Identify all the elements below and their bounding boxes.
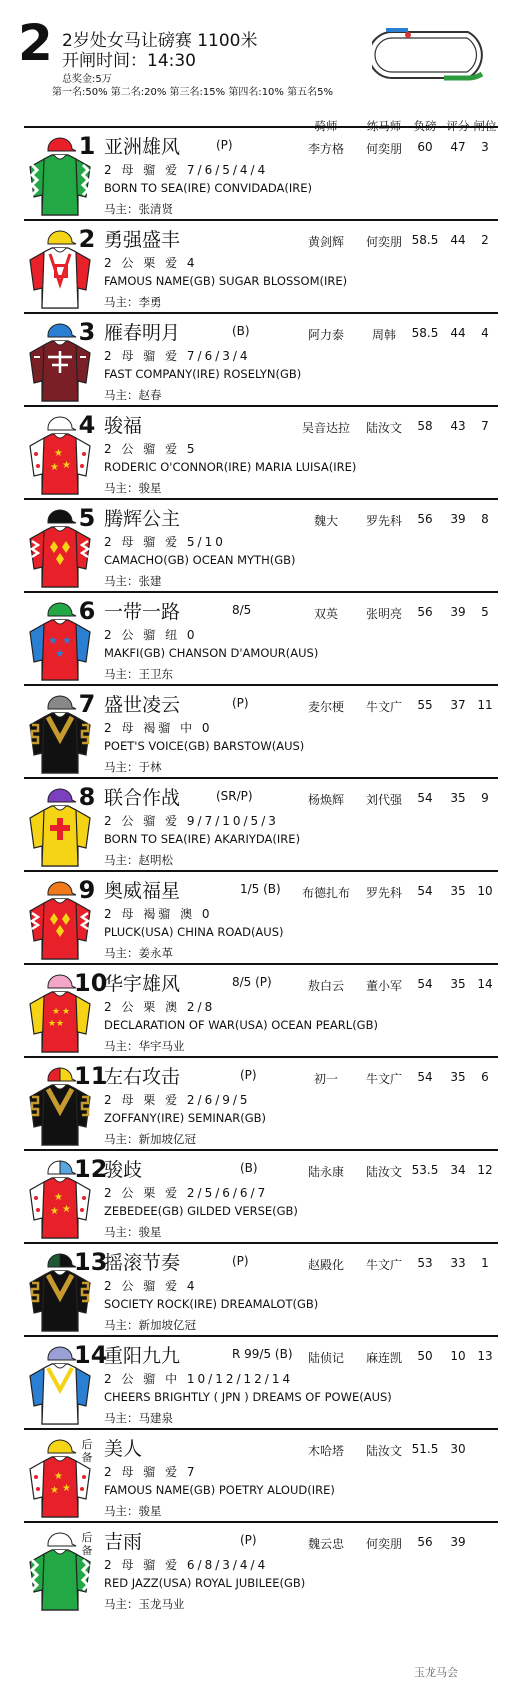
- draw-value: 13: [477, 1349, 493, 1363]
- horse-owner: 马主：张建: [104, 574, 162, 588]
- horse-pedigree: BORN TO SEA(IRE) CONVIDADA(IRE): [104, 181, 313, 195]
- trainer-name: 刘代强: [365, 793, 402, 807]
- horse-name: 左右攻击: [104, 1066, 181, 1088]
- entry-row: [24, 1428, 498, 1523]
- horse-name: 腾辉公主: [104, 508, 181, 530]
- horse-owner: 马主：骏星: [104, 481, 162, 495]
- horse-owner: 马主：于林: [104, 760, 162, 774]
- horse-pedigree: PLUCK(USA) CHINA ROAD(AUS): [104, 925, 284, 939]
- race-start-time: 开闸时间：14:30: [62, 51, 196, 71]
- svg-text:★: ★: [48, 634, 58, 647]
- draw-value: 14: [477, 977, 493, 991]
- horse-info: 2 母 栗 爱 2/6/9/5: [104, 1093, 251, 1107]
- trainer-name: 陆汝文: [365, 1444, 402, 1458]
- weight-value: 56: [417, 512, 433, 526]
- horse-gear-tag: (B): [240, 1161, 258, 1175]
- draw-value: 10: [477, 884, 493, 898]
- svg-text:★: ★: [54, 1471, 63, 1482]
- race-prize-split: 第一名:50% 第二名:20% 第三名:15% 第四名:10% 第五名5%: [52, 87, 333, 98]
- weight-value: 55: [417, 698, 433, 712]
- watermark: 玉龙马会: [414, 1666, 458, 1679]
- jockey-name: 陆永康: [307, 1165, 344, 1179]
- svg-text:★: ★: [54, 448, 63, 459]
- header-draw: 闸位: [473, 119, 497, 133]
- entry-row: [24, 777, 498, 872]
- rating-value: 43: [450, 419, 466, 433]
- entry-row: [24, 219, 498, 314]
- weight-value: 56: [417, 605, 433, 619]
- weight-value: 51.5: [411, 1442, 439, 1456]
- draw-value: 5: [481, 605, 489, 619]
- jockey-name: 赵殿化: [307, 1258, 344, 1272]
- horse-info: 2 母 褐骝 中 0: [104, 721, 213, 735]
- horse-info: 2 母 骝 爱 7/6/5/4/4: [104, 163, 269, 177]
- horse-number: 3: [78, 318, 96, 346]
- jockey-name: 布德扎布: [301, 886, 350, 900]
- trainer-name: 牛文广: [365, 700, 402, 714]
- draw-value: 12: [477, 1163, 493, 1177]
- weight-value: 58.5: [411, 326, 439, 340]
- jockey-name: 吴音达拉: [301, 421, 350, 435]
- weight-value: 54: [417, 977, 433, 991]
- horse-owner: 马主：赵春: [104, 388, 162, 402]
- rating-value: 35: [450, 977, 466, 991]
- weight-value: 58.5: [411, 233, 439, 247]
- entry-row: [24, 1242, 498, 1337]
- jockey-name: 魏云忠: [307, 1537, 344, 1551]
- rating-value: 39: [450, 1535, 466, 1549]
- horse-gear-tag: (P): [240, 1533, 257, 1547]
- horse-name: 联合作战: [104, 787, 181, 809]
- horse-number: 11: [74, 1062, 108, 1090]
- weight-value: 53: [417, 1256, 433, 1270]
- draw-value: 2: [481, 233, 489, 247]
- draw-value: 4: [481, 326, 489, 340]
- horse-pedigree: RED JAZZ(USA) ROYAL JUBILEE(GB): [104, 1576, 306, 1590]
- entry-row: [24, 1149, 498, 1244]
- svg-text:★: ★: [50, 1485, 59, 1496]
- rating-value: 34: [450, 1163, 466, 1177]
- svg-text:★: ★: [52, 1007, 61, 1017]
- horse-info: 2 母 骝 爱 7/6/3/4: [104, 349, 251, 363]
- horse-info: 2 公 栗 爱 2/5/6/6/7: [104, 1186, 269, 1200]
- horse-number: 1: [78, 132, 96, 160]
- horse-info: 2 母 褐骝 澳 0: [104, 907, 213, 921]
- horse-gear-tag: (B): [232, 324, 250, 338]
- horse-info: 2 公 骝 中 10/12/12/14: [104, 1372, 294, 1386]
- horse-name: 亚洲雄风: [104, 136, 181, 158]
- entry-row: [24, 1521, 498, 1616]
- horse-info: 2 公 骝 纽 0: [104, 628, 198, 642]
- trainer-name: 陆汝文: [365, 421, 402, 435]
- horse-number: 2: [78, 225, 96, 253]
- horse-info: 2 公 栗 澳 2/8: [104, 1000, 216, 1014]
- horse-name: 骏福: [104, 415, 143, 437]
- rating-value: 33: [450, 1256, 466, 1270]
- reserve-label: 后备: [81, 1438, 93, 1464]
- horse-info: 2 公 骝 爱 4: [104, 1279, 198, 1293]
- horse-number: 13: [74, 1248, 108, 1276]
- horse-number: 12: [74, 1155, 108, 1183]
- draw-value: 6: [481, 1070, 489, 1084]
- svg-text:★: ★: [62, 1007, 71, 1017]
- rating-value: 39: [450, 512, 466, 526]
- horse-gear-tag: 1/5 (B): [240, 882, 281, 896]
- svg-text:★: ★: [48, 1019, 57, 1029]
- draw-value: 3: [481, 140, 489, 154]
- entry-row: [24, 1056, 498, 1151]
- horse-gear-tag: (P): [232, 696, 249, 710]
- horse-gear-tag: (P): [232, 1254, 249, 1268]
- entry-row: [24, 870, 498, 965]
- header-weight: 负磅: [413, 119, 437, 133]
- horse-owner: 马主：华宇马业: [104, 1039, 185, 1053]
- horse-gear-tag: (P): [216, 138, 233, 152]
- horse-number: 4: [78, 411, 96, 439]
- horse-name: 美人: [104, 1438, 143, 1460]
- header-rating: 评分: [446, 119, 470, 133]
- trainer-name: 张明亮: [365, 607, 402, 621]
- horse-owner: 马主：新加坡亿冠: [104, 1318, 196, 1332]
- race-title: 2岁处女马让磅赛 1100米: [62, 31, 258, 51]
- rating-value: 37: [450, 698, 466, 712]
- rating-value: 44: [450, 233, 466, 247]
- horse-pedigree: CAMACHO(GB) OCEAN MYTH(GB): [104, 553, 296, 567]
- horse-info: 2 公 骝 爱 5: [104, 442, 198, 456]
- horse-name: 重阳九九: [104, 1345, 181, 1367]
- weight-value: 50: [417, 1349, 433, 1363]
- horse-owner: 马主：骏星: [104, 1504, 162, 1518]
- entry-row: [24, 126, 498, 221]
- draw-value: 8: [481, 512, 489, 526]
- horse-pedigree: ZOFFANY(IRE) SEMINAR(GB): [104, 1111, 266, 1125]
- horse-number: 10: [74, 969, 108, 997]
- race-number: 2: [18, 14, 53, 72]
- svg-text:★: ★: [62, 460, 71, 471]
- horse-pedigree: SOCIETY ROCK(IRE) DREAMALOT(GB): [104, 1297, 319, 1311]
- horse-info: 2 母 骝 爱 7: [104, 1465, 198, 1479]
- horse-number: 8: [78, 783, 96, 811]
- horse-info: 2 母 骝 爱 6/8/3/4/4: [104, 1558, 269, 1572]
- horse-gear-tag: 8/5 (P): [232, 975, 272, 989]
- rating-value: 44: [450, 326, 466, 340]
- horse-owner: 马主：骏星: [104, 1225, 162, 1239]
- weight-value: 54: [417, 1070, 433, 1084]
- horse-number: 6: [78, 597, 96, 625]
- weight-value: 53.5: [411, 1163, 439, 1177]
- rating-value: 10: [450, 1349, 466, 1363]
- reserve-label: 后备: [81, 1531, 93, 1557]
- jockey-name: 双英: [313, 607, 338, 621]
- trainer-name: 牛文广: [365, 1258, 402, 1272]
- draw-value: 1: [481, 1256, 489, 1270]
- rating-value: 39: [450, 605, 466, 619]
- svg-text:★: ★: [62, 634, 72, 647]
- horse-name: 勇强盛丰: [104, 229, 181, 251]
- rating-value: 30: [450, 1442, 466, 1456]
- horse-info: 2 母 骝 爱 5/10: [104, 535, 226, 549]
- trainer-name: 罗先科: [365, 886, 402, 900]
- horse-name: 骏歧: [104, 1159, 143, 1181]
- trainer-name: 何奕朋: [365, 142, 402, 156]
- horse-info: 2 公 骝 爱 9/7/10/5/3: [104, 814, 279, 828]
- race-prize: 总奖金:5万: [62, 74, 112, 85]
- track-diagram-icon: [372, 24, 498, 86]
- rating-value: 35: [450, 791, 466, 805]
- horse-gear-tag: 8/5: [232, 603, 252, 617]
- entry-row: [24, 405, 498, 500]
- trainer-name: 牛文广: [365, 1072, 402, 1086]
- trainer-name: 何奕朋: [365, 1537, 402, 1551]
- svg-text:★: ★: [62, 1483, 71, 1494]
- horse-pedigree: ZEBEDEE(GB) GILDED VERSE(GB): [104, 1204, 298, 1218]
- horse-pedigree: POET'S VOICE(GB) BARSTOW(AUS): [104, 739, 305, 753]
- horse-name: 吉雨: [104, 1531, 143, 1553]
- horse-number: 7: [78, 690, 96, 718]
- header-jockey: 骑师: [314, 119, 338, 133]
- horse-number: 5: [78, 504, 96, 532]
- trainer-name: 罗先科: [365, 514, 402, 528]
- entry-row: [24, 498, 498, 593]
- jockey-name: 麦尔梗: [307, 700, 344, 714]
- horse-name: 盛世凌云: [104, 694, 181, 716]
- horse-name: 一带一路: [104, 601, 181, 623]
- weight-value: 56: [417, 1535, 433, 1549]
- horse-pedigree: DECLARATION OF WAR(USA) OCEAN PEARL(GB): [104, 1018, 378, 1032]
- svg-text:★: ★: [54, 1192, 63, 1203]
- header-trainer: 练马师: [366, 119, 402, 133]
- jockey-name: 杨焕辉: [307, 793, 344, 807]
- trainer-name: 周韩: [371, 328, 396, 342]
- horse-owner: 马主：赵明松: [104, 853, 173, 867]
- jockey-name: 敖白云: [307, 979, 344, 993]
- svg-text:★: ★: [56, 1019, 65, 1029]
- horse-name: 奥威福星: [104, 880, 181, 902]
- entry-row: [24, 963, 498, 1058]
- horse-owner: 马主：李勇: [104, 295, 162, 309]
- rating-value: 35: [450, 1070, 466, 1084]
- horse-name: 雁春明月: [104, 322, 181, 344]
- horse-number: 9: [78, 876, 96, 904]
- horse-number: 14: [74, 1341, 108, 1369]
- trainer-name: 董小军: [365, 979, 402, 993]
- svg-text:★: ★: [50, 462, 59, 473]
- horse-pedigree: RODERIC O'CONNOR(IRE) MARIA LUISA(IRE): [104, 460, 357, 474]
- entry-row: [24, 684, 498, 779]
- weight-value: 58: [417, 419, 433, 433]
- horse-owner: 马主：马建泉: [104, 1411, 173, 1425]
- draw-value: 7: [481, 419, 489, 433]
- draw-value: 9: [481, 791, 489, 805]
- svg-text:★: ★: [55, 647, 65, 660]
- horse-info: 2 公 栗 爱 4: [104, 256, 198, 270]
- race-header: [0, 0, 520, 128]
- trainer-name: 何奕朋: [365, 235, 402, 249]
- jockey-name: 陆侦记: [307, 1351, 344, 1365]
- jockey-name: 黄剑辉: [307, 235, 344, 249]
- horse-pedigree: BORN TO SEA(IRE) AKARIYDA(IRE): [104, 832, 301, 846]
- entry-row: [24, 1335, 498, 1430]
- horse-gear-tag: (SR/P): [216, 789, 253, 803]
- horse-owner: 马主：新加坡亿冠: [104, 1132, 196, 1146]
- entry-row: [24, 591, 498, 686]
- weight-value: 54: [417, 884, 433, 898]
- horse-pedigree: CHEERS BRIGHTLY ( JPN ) DREAMS OF POWE(AUS): [104, 1390, 392, 1404]
- svg-text:★: ★: [50, 1206, 59, 1217]
- horse-owner: 马主：王卫东: [104, 667, 173, 681]
- svg-text:★: ★: [62, 1204, 71, 1215]
- jockey-name: 阿力泰: [307, 328, 344, 342]
- jockey-name: 初一: [313, 1072, 338, 1086]
- horse-owner: 马主：张清贤: [104, 202, 173, 216]
- horse-owner: 马主：姜永革: [104, 946, 173, 960]
- jockey-name: 魏大: [313, 514, 338, 528]
- jockey-name: 李方格: [307, 142, 344, 156]
- trainer-name: 麻连凯: [365, 1351, 402, 1365]
- horse-name: 摇滚节奏: [104, 1252, 181, 1274]
- horse-name: 华宇雄风: [104, 973, 181, 995]
- horse-pedigree: FAMOUS NAME(GB) POETRY ALOUD(IRE): [104, 1483, 335, 1497]
- jockey-name: 木哈塔: [307, 1444, 344, 1458]
- entry-row: [24, 312, 498, 407]
- rating-value: 47: [450, 140, 466, 154]
- horse-gear-tag: (P): [240, 1068, 257, 1082]
- weight-value: 60: [417, 140, 433, 154]
- horse-owner: 马主：玉龙马业: [104, 1597, 185, 1611]
- draw-value: 11: [477, 698, 493, 712]
- weight-value: 54: [417, 791, 433, 805]
- rating-value: 35: [450, 884, 466, 898]
- trainer-name: 陆汝文: [365, 1165, 402, 1179]
- horse-gear-tag: R 99/5 (B): [232, 1347, 293, 1361]
- horse-pedigree: MAKFI(GB) CHANSON D'AMOUR(AUS): [104, 646, 319, 660]
- horse-pedigree: FAMOUS NAME(GB) SUGAR BLOSSOM(IRE): [104, 274, 348, 288]
- horse-pedigree: FAST COMPANY(IRE) ROSELYN(GB): [104, 367, 302, 381]
